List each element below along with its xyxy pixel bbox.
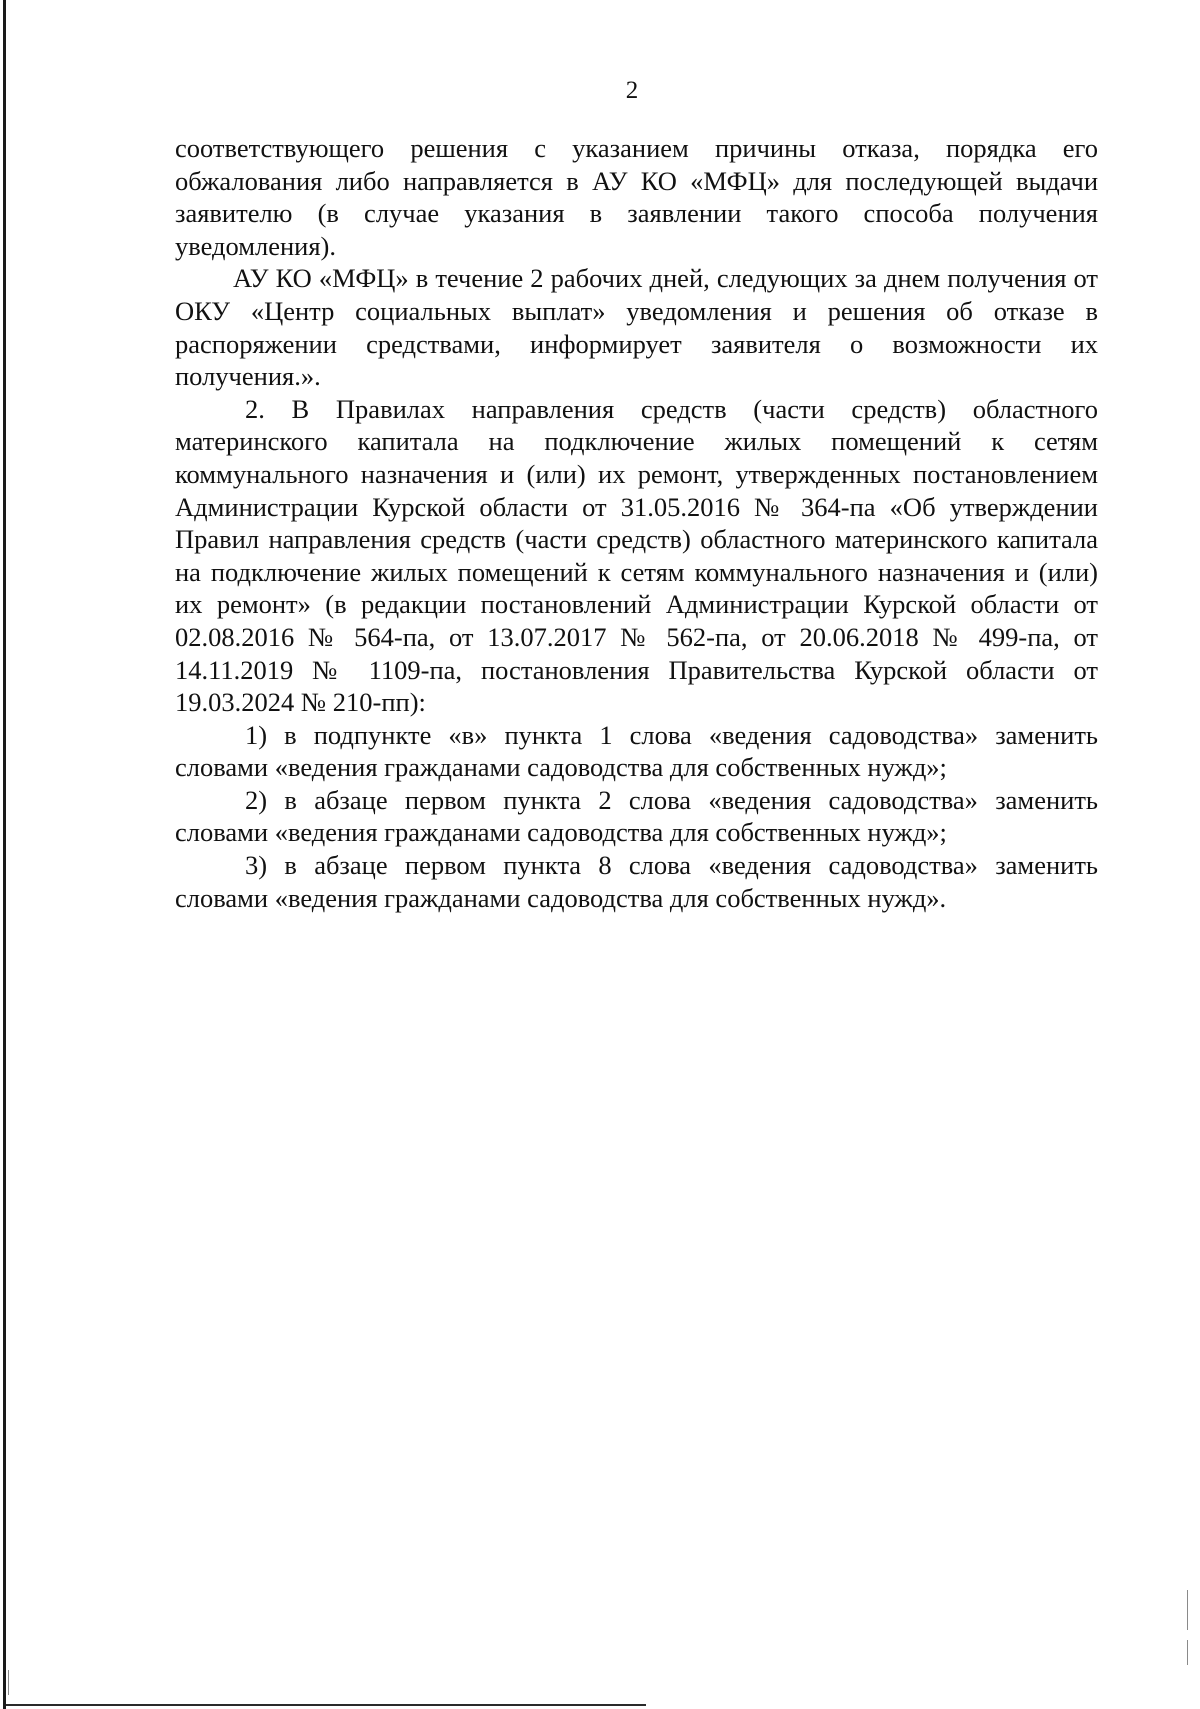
scan-edge-left	[3, 0, 6, 1709]
document-body	[175, 132, 1098, 914]
scan-artifact-right	[1187, 1640, 1188, 1665]
scan-artifact-right	[1187, 1590, 1188, 1630]
paragraph-item-3: 3) в абзаце первом пункта 8 слова «ведения садоводства» заменить словами «ведения гражданами садоводства для собственных нужд».	[175, 850, 1098, 913]
scan-artifact-left	[8, 1670, 9, 1695]
paragraph-rules-amendment: 2. В Правилах направления средств (части средств) областного материнского капитала на подключение жилых помещений к сетям коммунального назначения и (или) их ремонт, утвержденных постановлением Администрации Курской области от 31.05.2016 № 364-па «Об утверждении Правил направления средств (части средств) областного материнского капитала на подключение жилых помещений к сетям коммунального назначения и (или) их ремонт» (в редакции постановлений Администрации Курской области от 02.08.2016 № 564-па, от 13.07.2017 № 562-па, от 20.06.2018 № 499-па, от 14.11.2019 № 1109-па, постановления Правительства Курской области от 19.03.2024 № 210-пп):	[175, 393, 1098, 718]
paragraph-item-2: 2) в абзаце первом пункта 2 слова «ведения садоводства» заменить словами «ведения гражданами садоводства для собственных нужд»;	[175, 784, 1098, 848]
paragraph-refusal-notice: соответствующего решения с указанием причины отказа, порядка его обжалования либо направляется в АУ КО «МФЦ» для последующей выдачи заявителю (в случае указания в заявлении такого способа получения уведомления).	[175, 133, 1098, 261]
paragraph-mfc-notification: АУ КО «МФЦ» в течение 2 рабочих дней, следующих за днем получения от ОКУ «Центр социальных выплат» уведомления и решения об отказе в распоряжении средствами, информирует заявителя о возможности их получения.».	[175, 263, 1098, 392]
paragraph-item-1: 1) в подпункте «в» пункта 1 слова «ведения садоводства» заменить словами «ведения гражданами садоводства для собственных нужд»;	[175, 719, 1098, 783]
scan-line-bottom	[6, 1704, 646, 1706]
page-number: 2	[625, 77, 639, 104]
